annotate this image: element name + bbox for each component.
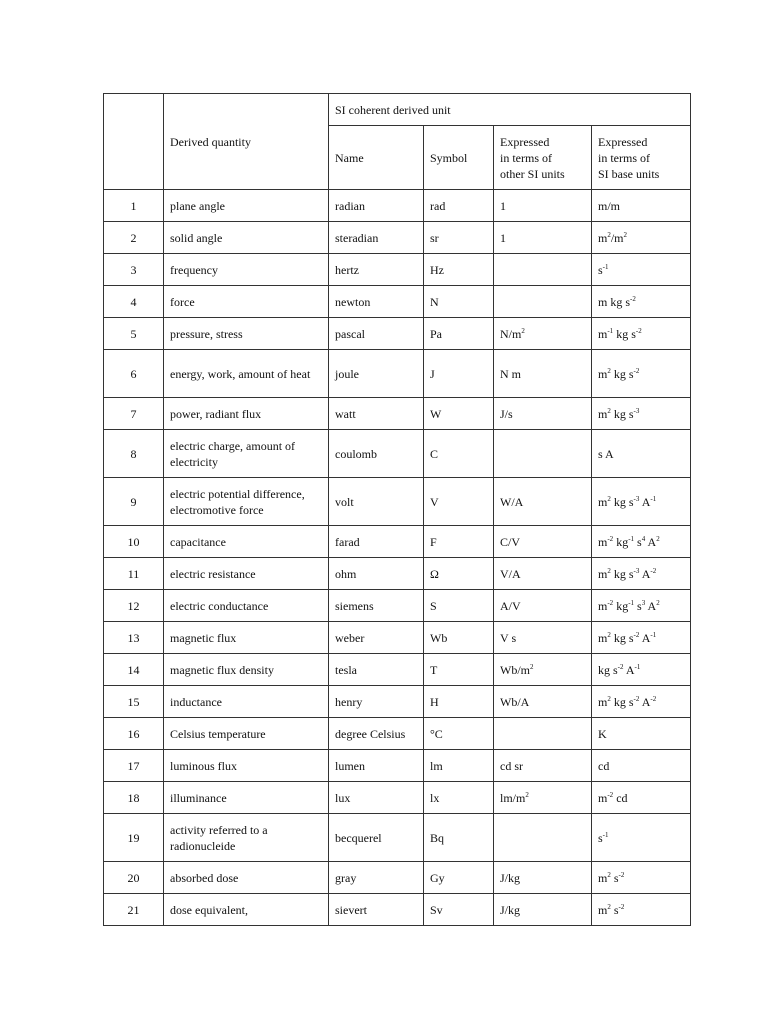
- row-base-units-text: kg $s^{-2}$ $A^{-1}$: [598, 662, 641, 677]
- row-number-cell: [104, 750, 164, 782]
- row-quantity-cell: [164, 526, 329, 558]
- row-symbol-cell: [424, 222, 494, 254]
- row-other-units-cell: [494, 622, 592, 654]
- row-quantity-cell: [164, 318, 329, 350]
- row-unit-name-text: hertz: [335, 262, 359, 277]
- row-base-units-text: m kg $s^{-2}$: [598, 294, 636, 309]
- row-symbol-text: °C: [430, 726, 443, 741]
- row-quantity-cell: [164, 622, 329, 654]
- row-symbol-text: Bq: [430, 830, 445, 845]
- row-unit-name-cell: [329, 222, 424, 254]
- row-unit-name-cell: [329, 478, 424, 526]
- header-group-title: SI coherent derived unit: [335, 102, 451, 117]
- table-row: [104, 222, 691, 254]
- row-other-units-cell: [494, 430, 592, 478]
- row-quantity-cell: [164, 686, 329, 718]
- row-symbol-cell: [424, 558, 494, 590]
- table-row: [104, 686, 691, 718]
- row-unit-name-cell: [329, 286, 424, 318]
- row-number-cell: [104, 814, 164, 862]
- row-base-units-text: $m^2$ $s^{-2}$: [598, 870, 625, 885]
- row-base-units-cell: [592, 430, 691, 478]
- row-quantity-text: electric potential difference, electromotive force: [170, 486, 305, 517]
- row-quantity-cell: [164, 190, 329, 222]
- row-number-cell: [104, 654, 164, 686]
- row-unit-name-cell: [329, 894, 424, 926]
- row-number-cell: [104, 478, 164, 526]
- row-unit-name-text: tesla: [335, 662, 357, 677]
- row-base-units-cell: [592, 526, 691, 558]
- row-quantity-text: solid angle: [170, 230, 223, 245]
- table-row: [104, 782, 691, 814]
- row-unit-name-text: sievert: [335, 902, 367, 917]
- row-quantity-text: electric charge, amount of electricity: [170, 438, 296, 469]
- table-row: [104, 190, 691, 222]
- row-base-units-cell: [592, 590, 691, 622]
- row-other-units-cell: [494, 782, 592, 814]
- table-row: [104, 862, 691, 894]
- row-unit-name-cell: [329, 862, 424, 894]
- row-symbol-cell: [424, 622, 494, 654]
- row-symbol-text: sr: [430, 230, 439, 245]
- row-unit-name-text: degree Celsius: [335, 726, 406, 741]
- row-number-text: 11: [127, 566, 140, 581]
- row-unit-name-text: coulomb: [335, 446, 377, 461]
- row-quantity-text: energy, work, amount of heat: [170, 366, 311, 381]
- header-base-line1: Expressed: [598, 134, 648, 149]
- row-quantity-text: luminous flux: [170, 758, 238, 773]
- row-other-units-text: V/A: [500, 566, 521, 581]
- row-quantity-text: capacitance: [170, 534, 226, 549]
- row-base-units-text: $m^{-2}$ cd: [598, 790, 628, 805]
- header-si-coherent-derived-unit: [329, 94, 691, 126]
- row-symbol-text: J: [430, 366, 435, 381]
- header-row-1: [104, 94, 691, 126]
- row-base-units-text: $m^{-2}$ $kg^{-1}$ $s^3$ $A^2$: [598, 598, 660, 613]
- table-row: [104, 286, 691, 318]
- row-other-units-text: J/kg: [500, 902, 521, 917]
- row-other-units-cell: [494, 590, 592, 622]
- row-number-text: 16: [127, 726, 140, 741]
- header-other-line3: other SI units: [500, 166, 565, 181]
- row-unit-name-cell: [329, 622, 424, 654]
- row-unit-name-text: pascal: [335, 326, 365, 341]
- row-symbol-text: H: [430, 694, 439, 709]
- table-row: [104, 350, 691, 398]
- row-unit-name-text: gray: [335, 870, 357, 885]
- row-unit-name-cell: [329, 750, 424, 782]
- row-number-text: 14: [127, 662, 140, 677]
- row-unit-name-text: newton: [335, 294, 371, 309]
- row-other-units-text: W/A: [500, 494, 524, 509]
- row-other-units-cell: [494, 398, 592, 430]
- header-base-line3: SI base units: [598, 166, 660, 181]
- row-unit-name-cell: [329, 430, 424, 478]
- row-base-units-cell: [592, 782, 691, 814]
- row-base-units-text: s A: [598, 446, 614, 461]
- row-other-units-cell: [494, 894, 592, 926]
- row-number-cell: [104, 862, 164, 894]
- row-other-units-cell: [494, 190, 592, 222]
- row-other-units-text: Wb/A: [500, 694, 530, 709]
- row-base-units-text: $m^2$ kg $s^{-3}$ $A^{-2}$: [598, 566, 657, 581]
- row-unit-name-text: steradian: [335, 230, 379, 245]
- row-symbol-cell: [424, 254, 494, 286]
- row-symbol-cell: [424, 654, 494, 686]
- row-unit-name-cell: [329, 654, 424, 686]
- row-symbol-text: W: [430, 406, 442, 421]
- row-quantity-cell: [164, 254, 329, 286]
- row-other-units-cell: [494, 318, 592, 350]
- row-symbol-cell: [424, 398, 494, 430]
- row-number-text: 10: [127, 534, 140, 549]
- table-row: [104, 718, 691, 750]
- row-symbol-text: F: [430, 534, 437, 549]
- table-row: [104, 430, 691, 478]
- row-symbol-cell: [424, 750, 494, 782]
- row-quantity-cell: [164, 222, 329, 254]
- row-other-units-cell: [494, 718, 592, 750]
- row-base-units-cell: [592, 398, 691, 430]
- row-quantity-cell: [164, 398, 329, 430]
- row-base-units-cell: [592, 750, 691, 782]
- row-number-text: 5: [130, 326, 137, 341]
- row-quantity-text: frequency: [170, 262, 218, 277]
- row-other-units-cell: [494, 686, 592, 718]
- row-number-text: 20: [127, 870, 140, 885]
- row-quantity-cell: [164, 782, 329, 814]
- row-number-cell: [104, 430, 164, 478]
- row-other-units-cell: [494, 286, 592, 318]
- row-base-units-text: $m^2$ kg $s^{-2}$: [598, 366, 640, 381]
- row-quantity-cell: [164, 718, 329, 750]
- row-other-units-text: J/kg: [500, 870, 521, 885]
- header-number-cell: [104, 94, 164, 190]
- row-symbol-cell: [424, 318, 494, 350]
- row-base-units-text: m/m: [598, 198, 621, 213]
- row-base-units-cell: [592, 478, 691, 526]
- row-base-units-cell: [592, 814, 691, 862]
- row-unit-name-text: henry: [335, 694, 363, 709]
- row-unit-name-text: lumen: [335, 758, 365, 773]
- row-base-units-cell: [592, 718, 691, 750]
- row-symbol-cell: [424, 862, 494, 894]
- row-number-text: 15: [127, 694, 140, 709]
- row-number-text: 9: [130, 494, 137, 509]
- row-quantity-text: electric resistance: [170, 566, 256, 581]
- row-other-units-text: $lm/m^2$: [500, 790, 529, 805]
- row-other-units-cell: [494, 222, 592, 254]
- header-derived-quantity-label: Derived quantity: [170, 134, 251, 149]
- row-quantity-text: dose equivalent,: [170, 902, 248, 917]
- row-unit-name-text: lux: [335, 790, 351, 805]
- table-row: [104, 478, 691, 526]
- header-symbol-label: Symbol: [430, 150, 468, 165]
- row-unit-name-text: joule: [335, 366, 359, 381]
- table-row: [104, 894, 691, 926]
- row-other-units-text: C/V: [500, 534, 521, 549]
- row-other-units-cell: [494, 254, 592, 286]
- row-unit-name-text: ohm: [335, 566, 357, 581]
- row-unit-name-cell: [329, 558, 424, 590]
- row-number-cell: [104, 222, 164, 254]
- header-base-line2: in terms of: [598, 150, 650, 165]
- row-symbol-text: S: [430, 598, 437, 613]
- row-unit-name-text: watt: [335, 406, 356, 421]
- row-symbol-text: Sv: [430, 902, 443, 917]
- row-symbol-cell: [424, 478, 494, 526]
- row-quantity-text: inductance: [170, 694, 222, 709]
- row-number-cell: [104, 254, 164, 286]
- row-base-units-text: $m^2$ kg $s^{-2}$ $A^{-2}$: [598, 694, 657, 709]
- row-symbol-text: N: [430, 294, 439, 309]
- row-quantity-cell: [164, 558, 329, 590]
- row-number-cell: [104, 718, 164, 750]
- row-other-units-text: $Wb/m^2$: [500, 662, 534, 677]
- row-quantity-text: illuminance: [170, 790, 227, 805]
- row-base-units-text: $m^{-2}$ $kg^{-1}$ $s^4$ $A^2$: [598, 534, 660, 549]
- row-base-units-cell: [592, 318, 691, 350]
- row-symbol-cell: [424, 526, 494, 558]
- row-unit-name-cell: [329, 190, 424, 222]
- row-other-units-cell: [494, 654, 592, 686]
- row-other-units-cell: [494, 478, 592, 526]
- row-quantity-text: activity referred to a radionucleide: [170, 822, 268, 853]
- table-row: [104, 654, 691, 686]
- row-base-units-text: $m^2$ $s^{-2}$: [598, 902, 625, 917]
- row-quantity-text: electric conductance: [170, 598, 269, 613]
- row-base-units-text: $s^{-1}$: [598, 262, 609, 277]
- row-number-text: 8: [130, 446, 137, 461]
- row-quantity-text: magnetic flux: [170, 630, 237, 645]
- row-quantity-text: magnetic flux density: [170, 662, 274, 677]
- row-symbol-cell: [424, 190, 494, 222]
- row-other-units-cell: [494, 862, 592, 894]
- row-number-text: 1: [130, 198, 137, 213]
- row-unit-name-cell: [329, 318, 424, 350]
- row-other-units-cell: [494, 526, 592, 558]
- row-quantity-cell: [164, 590, 329, 622]
- table-row: [104, 590, 691, 622]
- row-base-units-cell: [592, 654, 691, 686]
- row-base-units-cell: [592, 558, 691, 590]
- table-row: [104, 814, 691, 862]
- row-base-units-text: $s^{-1}$: [598, 830, 609, 845]
- row-symbol-text: V: [430, 494, 439, 509]
- row-other-units-text: $N/m^2$: [500, 326, 525, 341]
- row-number-cell: [104, 318, 164, 350]
- row-base-units-cell: [592, 622, 691, 654]
- table-row: [104, 622, 691, 654]
- row-number-text: 12: [127, 598, 140, 613]
- row-number-cell: [104, 350, 164, 398]
- row-number-text: 6: [130, 366, 137, 381]
- row-unit-name-cell: [329, 686, 424, 718]
- header-name: [329, 126, 424, 190]
- row-unit-name-cell: [329, 526, 424, 558]
- row-other-units-cell: [494, 814, 592, 862]
- header-other-line2: in terms of: [500, 150, 552, 165]
- row-base-units-cell: [592, 254, 691, 286]
- row-base-units-cell: [592, 894, 691, 926]
- header-symbol: [424, 126, 494, 190]
- row-other-units-text: cd sr: [500, 758, 523, 773]
- row-other-units-text: N m: [500, 366, 521, 381]
- table-row: [104, 558, 691, 590]
- row-unit-name-text: becquerel: [335, 830, 382, 845]
- row-symbol-cell: [424, 814, 494, 862]
- row-other-units-text: A/V: [500, 598, 521, 613]
- row-symbol-cell: [424, 718, 494, 750]
- row-symbol-text: C: [430, 446, 439, 461]
- row-other-units-cell: [494, 558, 592, 590]
- row-unit-name-text: radian: [335, 198, 365, 213]
- row-number-text: 7: [130, 406, 137, 421]
- row-base-units-text: cd: [598, 758, 610, 773]
- row-symbol-text: Gy: [430, 870, 445, 885]
- row-number-cell: [104, 558, 164, 590]
- row-number-text: 19: [127, 830, 140, 845]
- row-unit-name-cell: [329, 718, 424, 750]
- row-quantity-cell: [164, 430, 329, 478]
- row-quantity-cell: [164, 750, 329, 782]
- row-base-units-cell: [592, 286, 691, 318]
- row-other-units-text: 1: [500, 230, 506, 245]
- row-symbol-cell: [424, 350, 494, 398]
- row-symbol-text: rad: [430, 198, 446, 213]
- row-base-units-cell: [592, 222, 691, 254]
- table-row: [104, 398, 691, 430]
- row-quantity-cell: [164, 894, 329, 926]
- row-symbol-cell: [424, 686, 494, 718]
- row-base-units-cell: [592, 190, 691, 222]
- header-si-base-units: [592, 126, 691, 190]
- table-row: [104, 526, 691, 558]
- row-base-units-cell: [592, 350, 691, 398]
- row-base-units-text: $m^2$ kg $s^{-3}$ $A^{-1}$: [598, 494, 657, 509]
- row-number-cell: [104, 286, 164, 318]
- row-unit-name-text: weber: [335, 630, 365, 645]
- header-other-line1: Expressed: [500, 134, 550, 149]
- row-base-units-cell: [592, 862, 691, 894]
- row-base-units-text: $m^2/m^2$: [598, 230, 628, 245]
- row-quantity-cell: [164, 862, 329, 894]
- row-number-cell: [104, 686, 164, 718]
- row-number-text: 17: [127, 758, 140, 773]
- row-quantity-text: Celsius temperature: [170, 726, 266, 741]
- row-unit-name-cell: [329, 350, 424, 398]
- row-unit-name-cell: [329, 782, 424, 814]
- row-unit-name-cell: [329, 590, 424, 622]
- row-symbol-text: T: [430, 662, 438, 677]
- row-unit-name-text: siemens: [335, 598, 374, 613]
- row-unit-name-text: farad: [335, 534, 360, 549]
- row-quantity-text: plane angle: [170, 198, 225, 213]
- table-row: [104, 318, 691, 350]
- row-symbol-text: lm: [430, 758, 443, 773]
- row-number-text: 21: [127, 902, 140, 917]
- row-other-units-text: V s: [500, 630, 517, 645]
- row-symbol-cell: [424, 782, 494, 814]
- row-number-cell: [104, 782, 164, 814]
- row-quantity-cell: [164, 814, 329, 862]
- row-symbol-cell: [424, 430, 494, 478]
- row-number-text: 13: [127, 630, 140, 645]
- header-other-si-units: [494, 126, 592, 190]
- row-other-units-cell: [494, 750, 592, 782]
- row-base-units-text: $m^{-1}$ kg $s^{-2}$: [598, 326, 642, 341]
- row-number-text: 18: [127, 790, 140, 805]
- row-base-units-text: $m^2$ kg $s^{-3}$: [598, 406, 640, 421]
- row-quantity-cell: [164, 654, 329, 686]
- row-symbol-cell: [424, 286, 494, 318]
- row-quantity-cell: [164, 478, 329, 526]
- row-number-text: 2: [130, 230, 137, 245]
- row-number-cell: [104, 622, 164, 654]
- header-name-label: Name: [335, 150, 364, 165]
- row-base-units-text: K: [598, 726, 607, 741]
- row-other-units-cell: [494, 350, 592, 398]
- row-symbol-text: Hz: [430, 262, 444, 277]
- row-number-cell: [104, 190, 164, 222]
- header-derived-quantity: [164, 94, 329, 190]
- row-symbol-text: Pa: [430, 326, 442, 341]
- row-unit-name-cell: [329, 814, 424, 862]
- row-base-units-text: $m^2$ kg $s^{-2}$ $A^{-1}$: [598, 630, 657, 645]
- row-number-cell: [104, 894, 164, 926]
- row-symbol-cell: [424, 894, 494, 926]
- table-row: [104, 750, 691, 782]
- row-number-cell: [104, 590, 164, 622]
- row-quantity-text: force: [170, 294, 195, 309]
- row-unit-name-cell: [329, 254, 424, 286]
- row-symbol-text: Wb: [430, 630, 448, 645]
- row-number-cell: [104, 398, 164, 430]
- table-row: [104, 254, 691, 286]
- row-number-cell: [104, 526, 164, 558]
- row-unit-name-text: volt: [335, 494, 354, 509]
- row-number-text: 4: [130, 294, 137, 309]
- row-quantity-text: power, radiant flux: [170, 406, 262, 421]
- row-symbol-text: Ω: [430, 566, 439, 581]
- row-quantity-text: pressure, stress: [170, 326, 243, 341]
- row-other-units-text: J/s: [500, 406, 513, 421]
- row-symbol-text: lx: [430, 790, 440, 805]
- row-quantity-text: absorbed dose: [170, 870, 239, 885]
- row-number-text: 3: [130, 262, 137, 277]
- row-unit-name-cell: [329, 398, 424, 430]
- row-symbol-cell: [424, 590, 494, 622]
- si-derived-units-table: [103, 93, 691, 926]
- row-quantity-cell: [164, 286, 329, 318]
- row-other-units-text: 1: [500, 198, 506, 213]
- row-quantity-cell: [164, 350, 329, 398]
- row-base-units-cell: [592, 686, 691, 718]
